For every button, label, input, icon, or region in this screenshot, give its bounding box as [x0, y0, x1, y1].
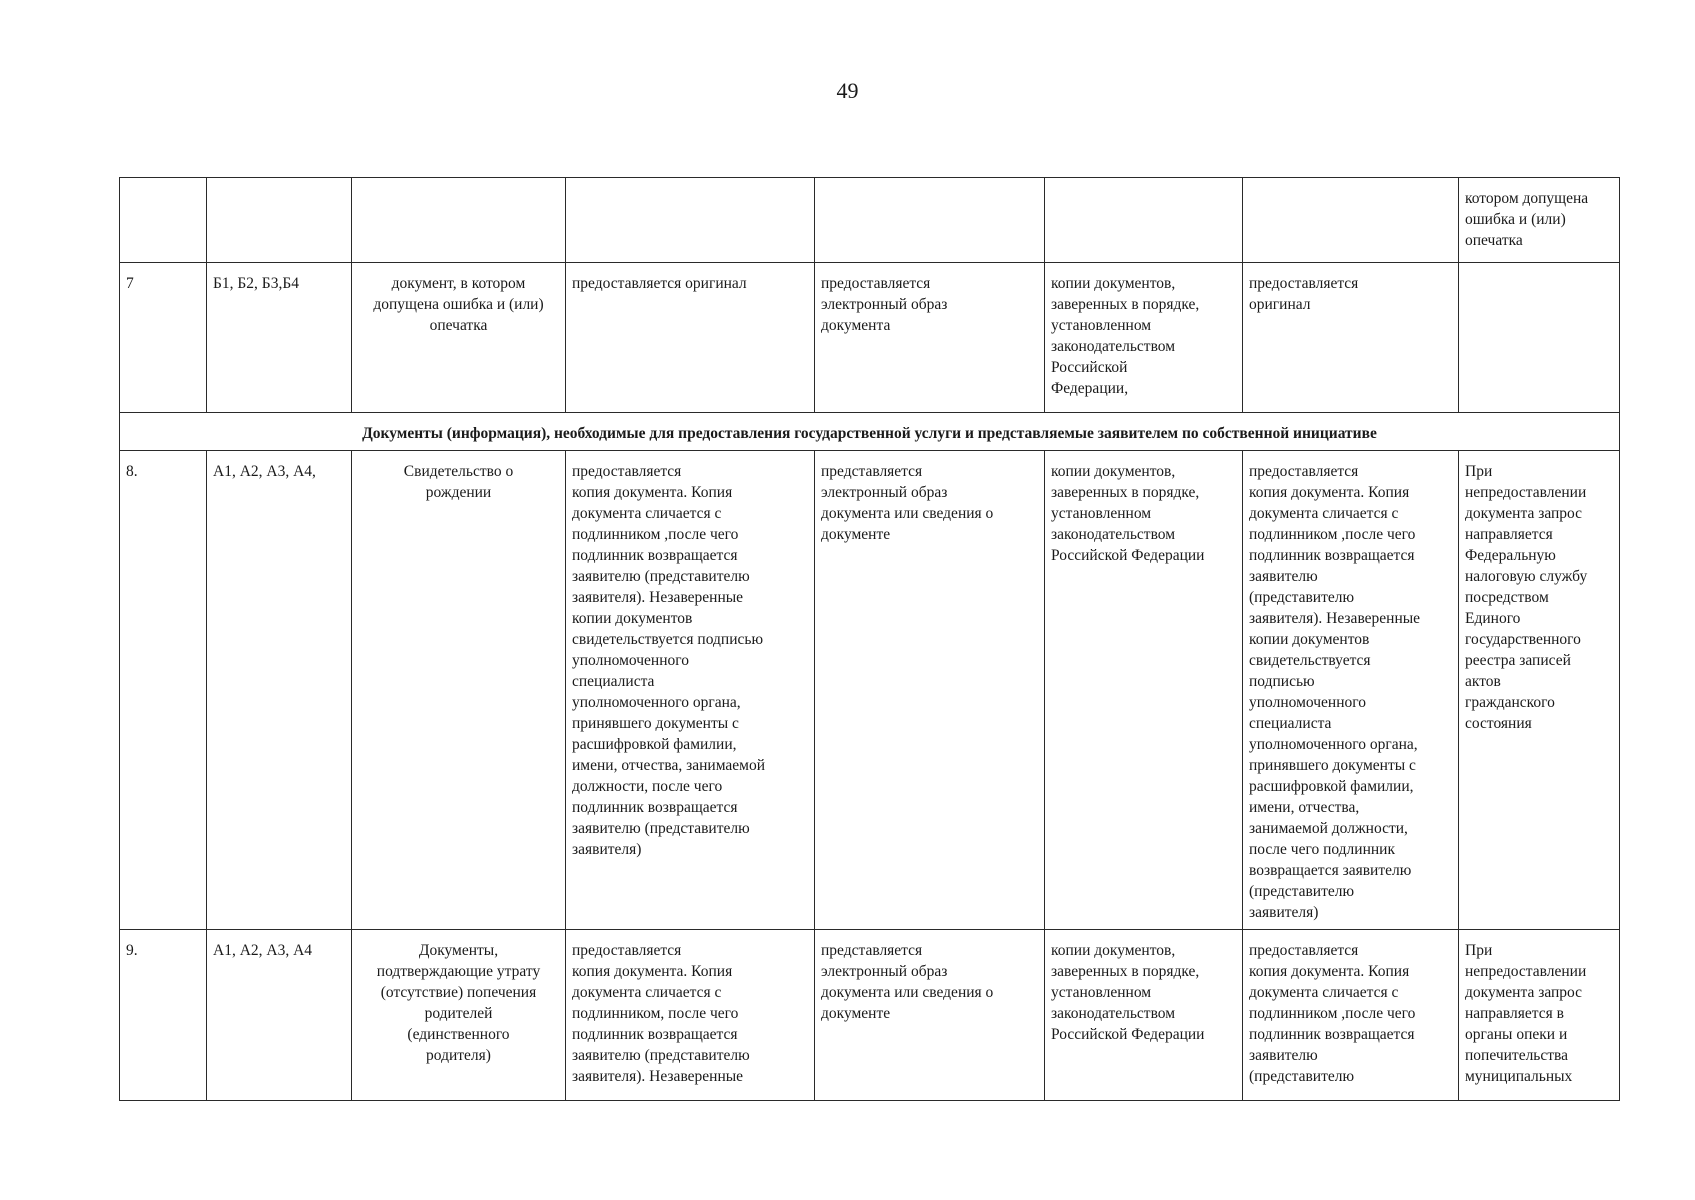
table-cell: предоставляется оригинал [566, 263, 815, 413]
table-cell: предоставляется оригинал [1243, 263, 1459, 413]
table-cell: предоставляется копия документа. Копия документа сличается с подлинником ,после чего подлинник возвращается заявителю (представителю заявителя). Незаверенные копии документов свидетельствуется подписью уполномоченного специалиста уполномоченного органа, принявшего документы с расшифровкой фамилии, имени, отчества, занимаемой должности, после чего подлинник возвращается заявителю (представителю заявителя) [566, 451, 815, 930]
table-cell: котором допущена ошибка и (или) опечатка [1459, 178, 1620, 263]
document-name: Документы, подтверждающие утрату (отсутствие) попечения родителей (единственного родителя) [352, 930, 566, 1101]
table-row-7 [120, 263, 1620, 413]
table-row-continuation [120, 178, 1620, 263]
table-cell: копии документов, заверенных в порядке, установленном законодательством Российской Федерации, [1045, 263, 1243, 413]
table-cell [1243, 178, 1459, 263]
table-cell: копии документов, заверенных в порядке, установленном законодательством Российской Федерации [1045, 451, 1243, 930]
table-cell: предоставляется электронный образ документа [815, 263, 1045, 413]
document-name: документ, в котором допущена ошибка и (или) опечатка [352, 263, 566, 413]
section-header: Документы (информация), необходимые для предоставления государственной услуги и представляемые заявителем по собственной инициативе [120, 413, 1620, 451]
applicant-categories: А1, А2, А3, А4 [207, 930, 352, 1101]
table-cell: копии документов, заверенных в порядке, установленном законодательством Российской Федерации [1045, 930, 1243, 1101]
table-cell [207, 178, 352, 263]
section-header-row [120, 413, 1620, 451]
row-number: 8. [120, 451, 207, 930]
table-row-9 [120, 930, 1620, 1101]
table-cell [1045, 178, 1243, 263]
applicant-categories: А1, А2, А3, А4, [207, 451, 352, 930]
table-cell [815, 178, 1045, 263]
table-cell: При непредоставлении документа запрос направляется Федеральную налоговую службу посредством Единого государственного реестра записей актов гражданского состояния [1459, 451, 1620, 930]
table-cell: представляется электронный образ документа или сведения о документе [815, 930, 1045, 1101]
applicant-categories: Б1, Б2, Б3,Б4 [207, 263, 352, 413]
page-number: 49 [836, 78, 859, 103]
table-cell: представляется электронный образ документа или сведения о документе [815, 451, 1045, 930]
table-cell: При непредоставлении документа запрос направляется в органы опеки и попечительства муниципальных [1459, 930, 1620, 1101]
row-number: 7 [120, 263, 207, 413]
document-name: Свидетельство о рождении [352, 451, 566, 930]
table-cell [120, 178, 207, 263]
table-cell [352, 178, 566, 263]
row-number: 9. [120, 930, 207, 1101]
table-cell: предоставляется копия документа. Копия документа сличается с подлинником ,после чего подлинник возвращается заявителю (представителю [1243, 930, 1459, 1101]
table-cell [1459, 263, 1620, 413]
table-row-8 [120, 451, 1620, 930]
table-cell: предоставляется копия документа. Копия документа сличается с подлинником ,после чего подлинник возвращается заявителю (представителю заявителя). Незаверенные копии документов свидетельствуется подписью уполномоченного специалиста уполномоченного органа, принявшего документы с расшифровкой фамилии, имени, отчества, занимаемой должности, после чего подлинник возвращается заявителю (представителю заявителя) [1243, 451, 1459, 930]
table-cell [566, 178, 815, 263]
table-cell: предоставляется копия документа. Копия документа сличается с подлинником, после чего подлинник возвращается заявителю (представителю заявителя). Незаверенные [566, 930, 815, 1101]
services-documents-table [119, 177, 1620, 1101]
